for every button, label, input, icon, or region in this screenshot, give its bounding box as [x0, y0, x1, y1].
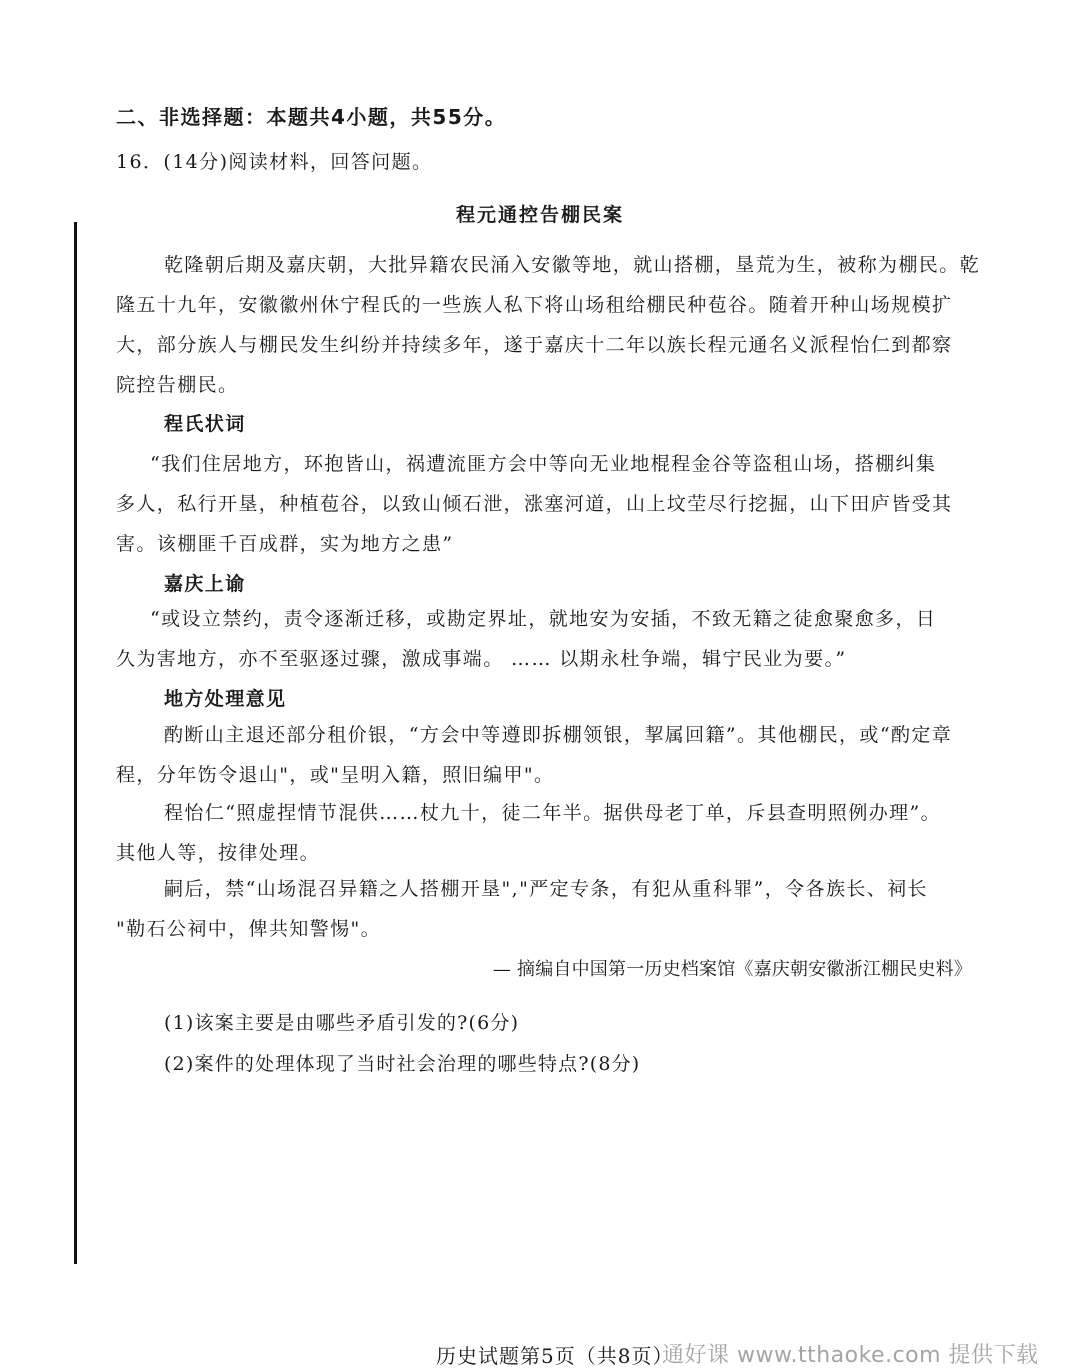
local-line: "勒石公祠中，俾共知警惕"。 — [116, 918, 382, 940]
intro-line: 大，部分族人与棚民发生纠纷并持续多年，遂于嘉庆十二年以族长程元通名义派程怡仁到都察 — [116, 334, 953, 356]
local-line: 其他人等，按律处理。 — [116, 842, 321, 864]
complaint-heading: 程氏状词 — [164, 413, 246, 435]
complaint-line: 多人，私行开垦，种植苞谷，以致山倾石泄，涨塞河道，山上坟茔尽行挖掘，山下田庐皆受其 — [116, 493, 953, 515]
intro-line: 隆五十九年，安徽徽州休宁程氏的一些族人私下将山场租给棚民种苞谷。随着开种山场规模扩 — [116, 294, 953, 316]
intro-line: 院控告棚民。 — [116, 374, 239, 396]
page-footer: 历史试题第5页（共8页） — [436, 1344, 674, 1368]
question-item: (2)案件的处理体现了当时社会治理的哪些特点?(8分) — [164, 1053, 641, 1075]
source-citation: — 摘编自中国第一历史档案馆《嘉庆朝安徽浙江棚民史料》 — [492, 959, 972, 980]
local-line: 酌断山主退还部分租价银，“方会中等遵即拆棚领银，挈属回籍”。其他棚民，或“酌定章 — [164, 724, 953, 746]
complaint-line: 害。该棚匪千百成群，实为地方之患” — [116, 533, 454, 555]
question-item: (1)该案主要是由哪些矛盾引发的?(6分) — [164, 1012, 520, 1034]
material-title: 程元通控告棚民案 — [455, 204, 624, 226]
section-header: 二、非选择题：本题共4小题，共55分。 — [116, 105, 507, 129]
edict-line: 久为害地方，亦不至驱逐过骤，激成事端。 …… 以期永杜争端，辑宁民业为要。” — [116, 648, 847, 670]
edict-heading: 嘉庆上谕 — [164, 573, 246, 595]
complaint-line: “我们住居地方，环抱皆山，祸遭流匪方会中等向无业地棍程金谷等盗租山场，搭棚纠集 — [150, 453, 937, 475]
question-16-intro: 16．(14分)阅读材料，回答问题。 — [116, 151, 433, 173]
local-heading: 地方处理意见 — [164, 688, 287, 710]
edict-line: “或设立禁约，责令逐渐迁移，或勘定界址，就地安为安插，不致无籍之徒愈聚愈多，日 — [150, 608, 937, 630]
local-line: 嗣后，禁“山场混召异籍之人搭棚开垦","严定专条，有犯从重科罪”，令各族长、祠长 — [164, 878, 928, 900]
local-line: 程怡仁“照虚捏情节混供……杖九十，徒二年半。据供母老丁单，斥县查明照例办理”。 — [164, 802, 942, 824]
intro-line: 乾隆朝后期及嘉庆朝，大批异籍农民涌入安徽等地，就山搭棚，垦荒为生，被称为棚民。乾 — [164, 254, 981, 276]
local-line: 程，分年饬令退山"，或"呈明入籍，照旧编甲"。 — [116, 764, 555, 786]
margin-rule — [74, 222, 77, 1264]
watermark: 通好课 www.tthaoke.com 提供下载 — [662, 1343, 1039, 1368]
